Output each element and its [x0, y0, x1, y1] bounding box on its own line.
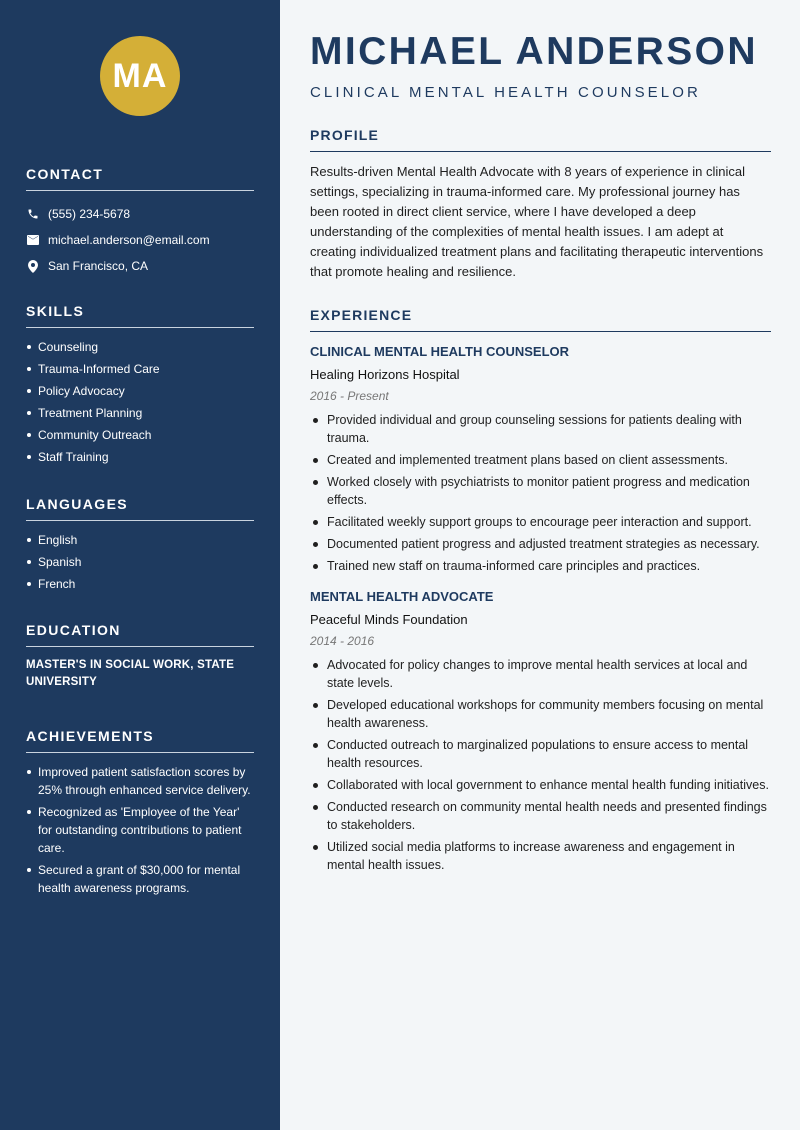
- achievements-section: [26, 728, 254, 901]
- languages-section: [26, 496, 254, 597]
- skill-item: Trauma-Informed Care: [26, 360, 254, 378]
- job-bullets: [310, 656, 771, 874]
- skill-item: Policy Advocacy: [26, 382, 254, 400]
- contact-heading: CONTACT: [26, 166, 254, 191]
- job-bullet: Utilized social media platforms to increase awareness and engagement in mental health issues.: [310, 838, 771, 874]
- phone-icon: [26, 207, 40, 221]
- contact-phone: [26, 201, 254, 227]
- job-bullet: Advocated for policy changes to improve mental health services at local and state levels.: [310, 656, 771, 692]
- sidebar: [0, 0, 280, 1130]
- languages-list: [26, 531, 254, 593]
- job-bullet: Provided individual and group counseling sessions for patients dealing with trauma.: [310, 411, 771, 447]
- job-entry: [310, 589, 771, 874]
- job-entry: [310, 344, 771, 575]
- skill-item: Staff Training: [26, 448, 254, 466]
- languages-heading: LANGUAGES: [26, 496, 254, 521]
- experience-section: [310, 307, 771, 878]
- location-pin-icon: [26, 259, 40, 273]
- candidate-title: CLINICAL MENTAL HEALTH COUNSELOR: [310, 84, 701, 101]
- language-item: French: [26, 575, 254, 593]
- achievement-item: Improved patient satisfaction scores by 25% through enhanced service delivery.: [26, 763, 254, 799]
- contact-section: [26, 166, 254, 279]
- location-text: San Francisco, CA: [48, 259, 149, 273]
- job-bullet: Facilitated weekly support groups to encourage peer interaction and support.: [310, 513, 771, 531]
- achievements-heading: ACHIEVEMENTS: [26, 728, 254, 753]
- skill-item: Community Outreach: [26, 426, 254, 444]
- experience-heading: EXPERIENCE: [310, 307, 771, 332]
- avatar: MA: [100, 36, 180, 116]
- job-bullet: Conducted outreach to marginalized populations to ensure access to mental health resources.: [310, 736, 771, 772]
- achievements-list: [26, 763, 254, 897]
- job-bullet: Conducted research on community mental health needs and presented findings to stakeholders.: [310, 798, 771, 834]
- job-title: CLINICAL MENTAL HEALTH COUNSELOR: [310, 344, 570, 359]
- profile-text: Results-driven Mental Health Advocate with 8 years of experience in clinical settings, specializing in trauma-informed care. My professional journey has been rooted in direct client service, where I have developed a deep understanding of the complexities of mental health issues. I am adept at creating individualized treatment plans and facilitating therapeutic interventions that promote healing and resilience.: [310, 164, 764, 279]
- job-company: Peaceful Minds Foundation: [310, 612, 468, 627]
- contact-email: [26, 227, 254, 253]
- education-section: [26, 622, 254, 691]
- job-bullet: Created and implemented treatment plans based on client assessments.: [310, 451, 771, 469]
- skill-item: Counseling: [26, 338, 254, 356]
- job-title: MENTAL HEALTH ADVOCATE: [310, 589, 494, 604]
- contact-location: [26, 253, 254, 279]
- education-degree: MASTER'S IN SOCIAL WORK, STATE UNIVERSITY: [26, 659, 235, 688]
- language-item: English: [26, 531, 254, 549]
- job-dates: 2014 - 2016: [310, 634, 375, 648]
- email-address[interactable]: michael.anderson@email.com: [48, 233, 210, 247]
- achievement-item: Recognized as 'Employee of the Year' for outstanding contributions to patient care.: [26, 803, 254, 857]
- achievement-item: Secured a grant of $30,000 for mental health awareness programs.: [26, 861, 254, 897]
- profile-section: [310, 127, 771, 282]
- email-icon: [26, 233, 40, 247]
- job-bullet: Collaborated with local government to enhance mental health funding initiatives.: [310, 776, 771, 794]
- job-bullet: Trained new staff on trauma-informed care principles and practices.: [310, 557, 771, 575]
- job-bullet: Worked closely with psychiatrists to monitor patient progress and medication effects.: [310, 473, 771, 509]
- profile-heading: PROFILE: [310, 127, 771, 152]
- phone-number[interactable]: (555) 234-5678: [48, 207, 131, 221]
- language-item: Spanish: [26, 553, 254, 571]
- skills-heading: SKILLS: [26, 303, 254, 328]
- job-bullet: Documented patient progress and adjusted treatment strategies as necessary.: [310, 535, 771, 553]
- candidate-name: MICHAEL ANDERSON: [310, 30, 758, 73]
- skills-section: [26, 303, 254, 470]
- skill-item: Treatment Planning: [26, 404, 254, 422]
- job-dates: 2016 - Present: [310, 389, 389, 403]
- skills-list: [26, 338, 254, 466]
- job-company: Healing Horizons Hospital: [310, 367, 460, 382]
- education-heading: EDUCATION: [26, 622, 254, 647]
- job-bullet: Developed educational workshops for community members focusing on mental health awareness.: [310, 696, 771, 732]
- job-bullets: [310, 411, 771, 575]
